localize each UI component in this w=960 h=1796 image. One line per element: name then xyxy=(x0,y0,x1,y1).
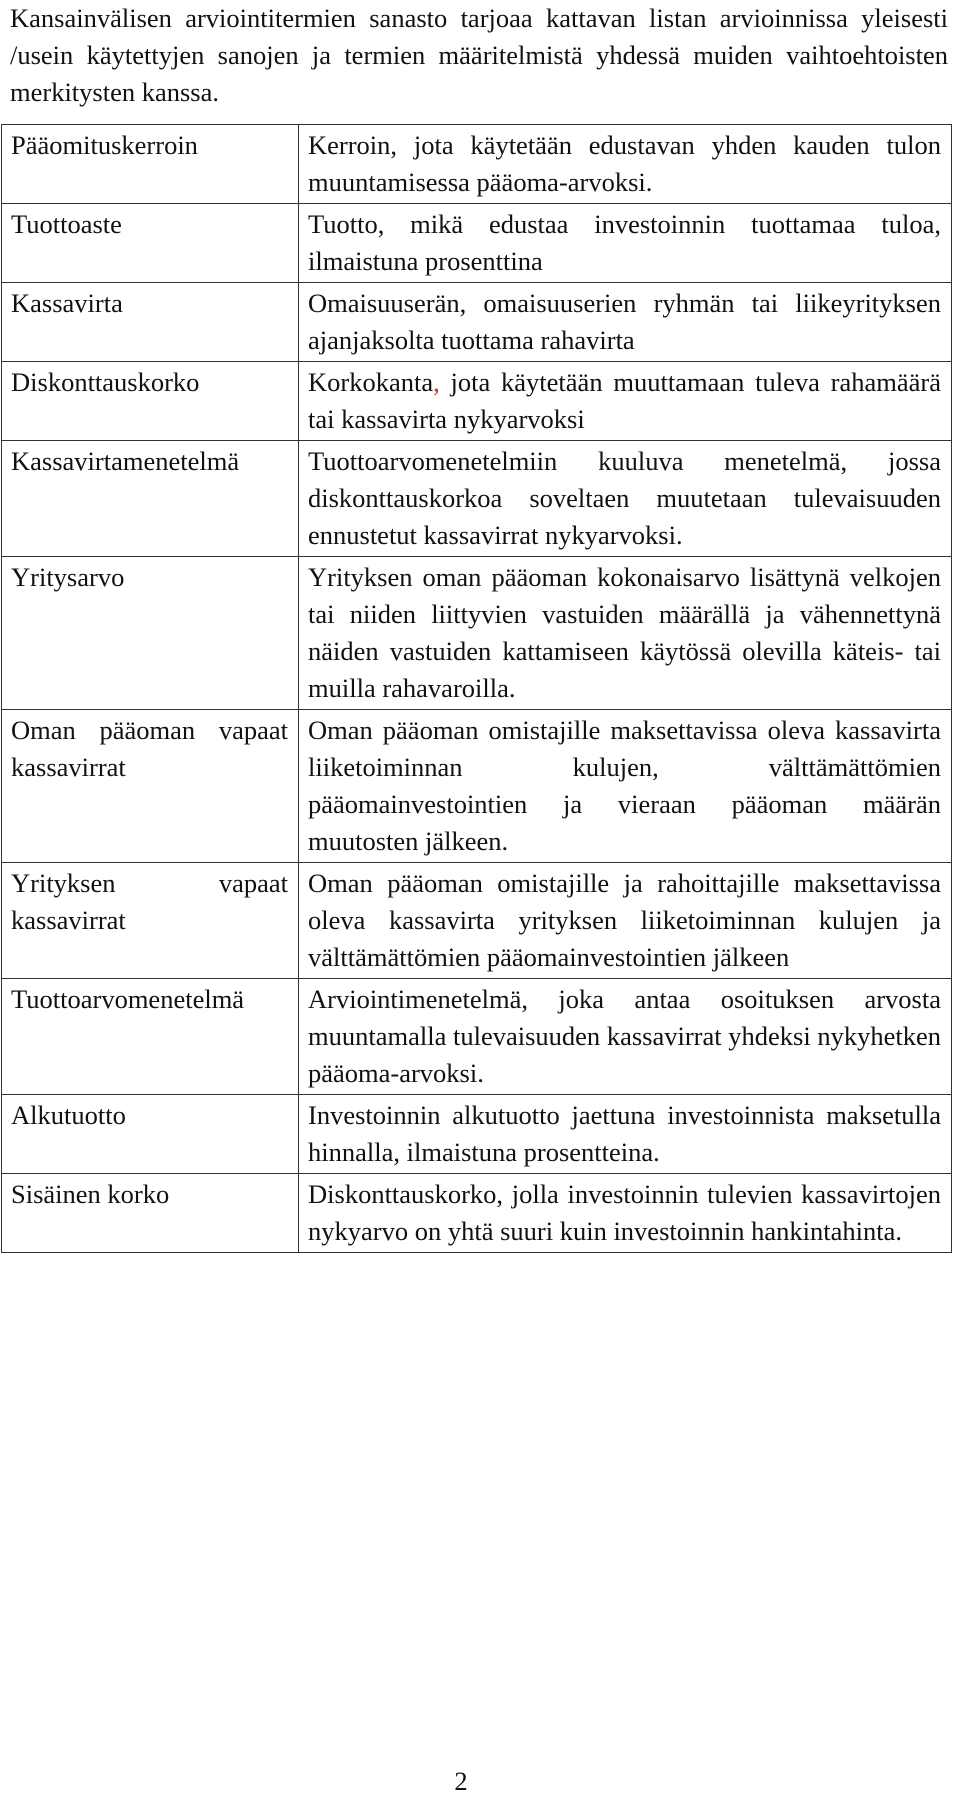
term-cell: Tuottoarvomenetelmä xyxy=(2,979,299,1095)
table-row xyxy=(2,1095,952,1174)
definition-cell: Omaisuuserän, omaisuuserien ryhmän tai liikeyrityksen ajanjaksolta tuottama rahavirta xyxy=(299,283,952,362)
term-cell: Kassavirta xyxy=(2,283,299,362)
table-row xyxy=(2,557,952,710)
definition-cell: Diskonttauskorko, jolla investoinnin tulevien kassavirtojen nykyarvo on yhtä suuri kuin investoinnin hankintahinta. xyxy=(299,1174,952,1253)
term-cell: Pääomituskerroin xyxy=(2,125,299,204)
term-cell: Sisäinen korko xyxy=(2,1174,299,1253)
table-row xyxy=(2,710,952,863)
highlighted-comma: , xyxy=(433,367,440,397)
definition-cell: Kerroin, jota käytetään edustavan yhden kauden tulon muuntamisessa pääoma-arvoksi. xyxy=(299,125,952,204)
definition-cell: Tuottoarvomenetelmiin kuuluva menetelmä, jossa diskonttauskorkoa soveltaen muutetaan tulevaisuuden ennustetut kassavirrat nykyarvoksi. xyxy=(299,441,952,557)
table-row xyxy=(2,863,952,979)
definition-cell: Tuotto, mikä edustaa investoinnin tuottamaa tuloa, ilmaistuna prosenttina xyxy=(299,204,952,283)
intro-paragraph: Kansainvälisen arviointitermien sanasto tarjoaa kattavan listan arvioinnissa yleisesti /usein käytettyjen sanojen ja termien määritelmistä yhdessä muiden vaihtoehtoisten merkitysten kanssa. xyxy=(10,3,948,107)
table-row xyxy=(2,125,952,204)
term-cell: Yrityksen vapaat kassavirrat xyxy=(2,863,299,979)
definition-cell xyxy=(299,362,952,441)
term-cell: Yritysarvo xyxy=(2,557,299,710)
term-cell: Oman pääoman vapaat kassavirrat xyxy=(2,710,299,863)
definition-text-part: Korkokanta xyxy=(308,367,434,397)
table-row xyxy=(2,283,952,362)
definition-cell: Oman pääoman omistajille ja rahoittajille maksettavissa oleva kassavirta yrityksen liiketoiminnan kulujen ja välttämättömien pääomainvestointien jälkeen xyxy=(299,863,952,979)
table-row xyxy=(2,204,952,283)
definition-cell: Arviointimenetelmä, joka antaa osoituksen arvosta muuntamalla tulevaisuuden kassavirrat yhdeksi nykyhetken pääoma-arvoksi. xyxy=(299,979,952,1095)
table-row xyxy=(2,1174,952,1253)
definition-cell: Yrityksen oman pääoman kokonaisarvo lisättynä velkojen tai niiden liittyvien vastuiden määrällä ja vähennettynä näiden vastuiden kattamiseen käytössä olevilla käteis- tai muilla rahavaroilla. xyxy=(299,557,952,710)
term-cell: Alkutuotto xyxy=(2,1095,299,1174)
term-cell: Tuottoaste xyxy=(2,204,299,283)
definition-cell: Oman pääoman omistajille maksettavissa oleva kassavirta liiketoiminnan kulujen, välttämättömien pääomainvestointien ja vieraan pääoman määrän muutosten jälkeen. xyxy=(299,710,952,863)
table-row xyxy=(2,441,952,557)
table-row xyxy=(2,362,952,441)
table-row xyxy=(2,979,952,1095)
term-cell: Kassavirtamenetelmä xyxy=(2,441,299,557)
definition-cell: Investoinnin alkutuotto jaettuna investoinnista maksetulla hinnalla, ilmaistuna prosentteina. xyxy=(299,1095,952,1174)
definition-text-part: jota käytetään muuttamaan tuleva rahamäärä tai kassavirta nykyarvoksi xyxy=(308,367,941,434)
term-cell: Diskonttauskorko xyxy=(2,362,299,441)
glossary-table xyxy=(1,124,952,1253)
page-number: 2 xyxy=(454,1766,468,1796)
